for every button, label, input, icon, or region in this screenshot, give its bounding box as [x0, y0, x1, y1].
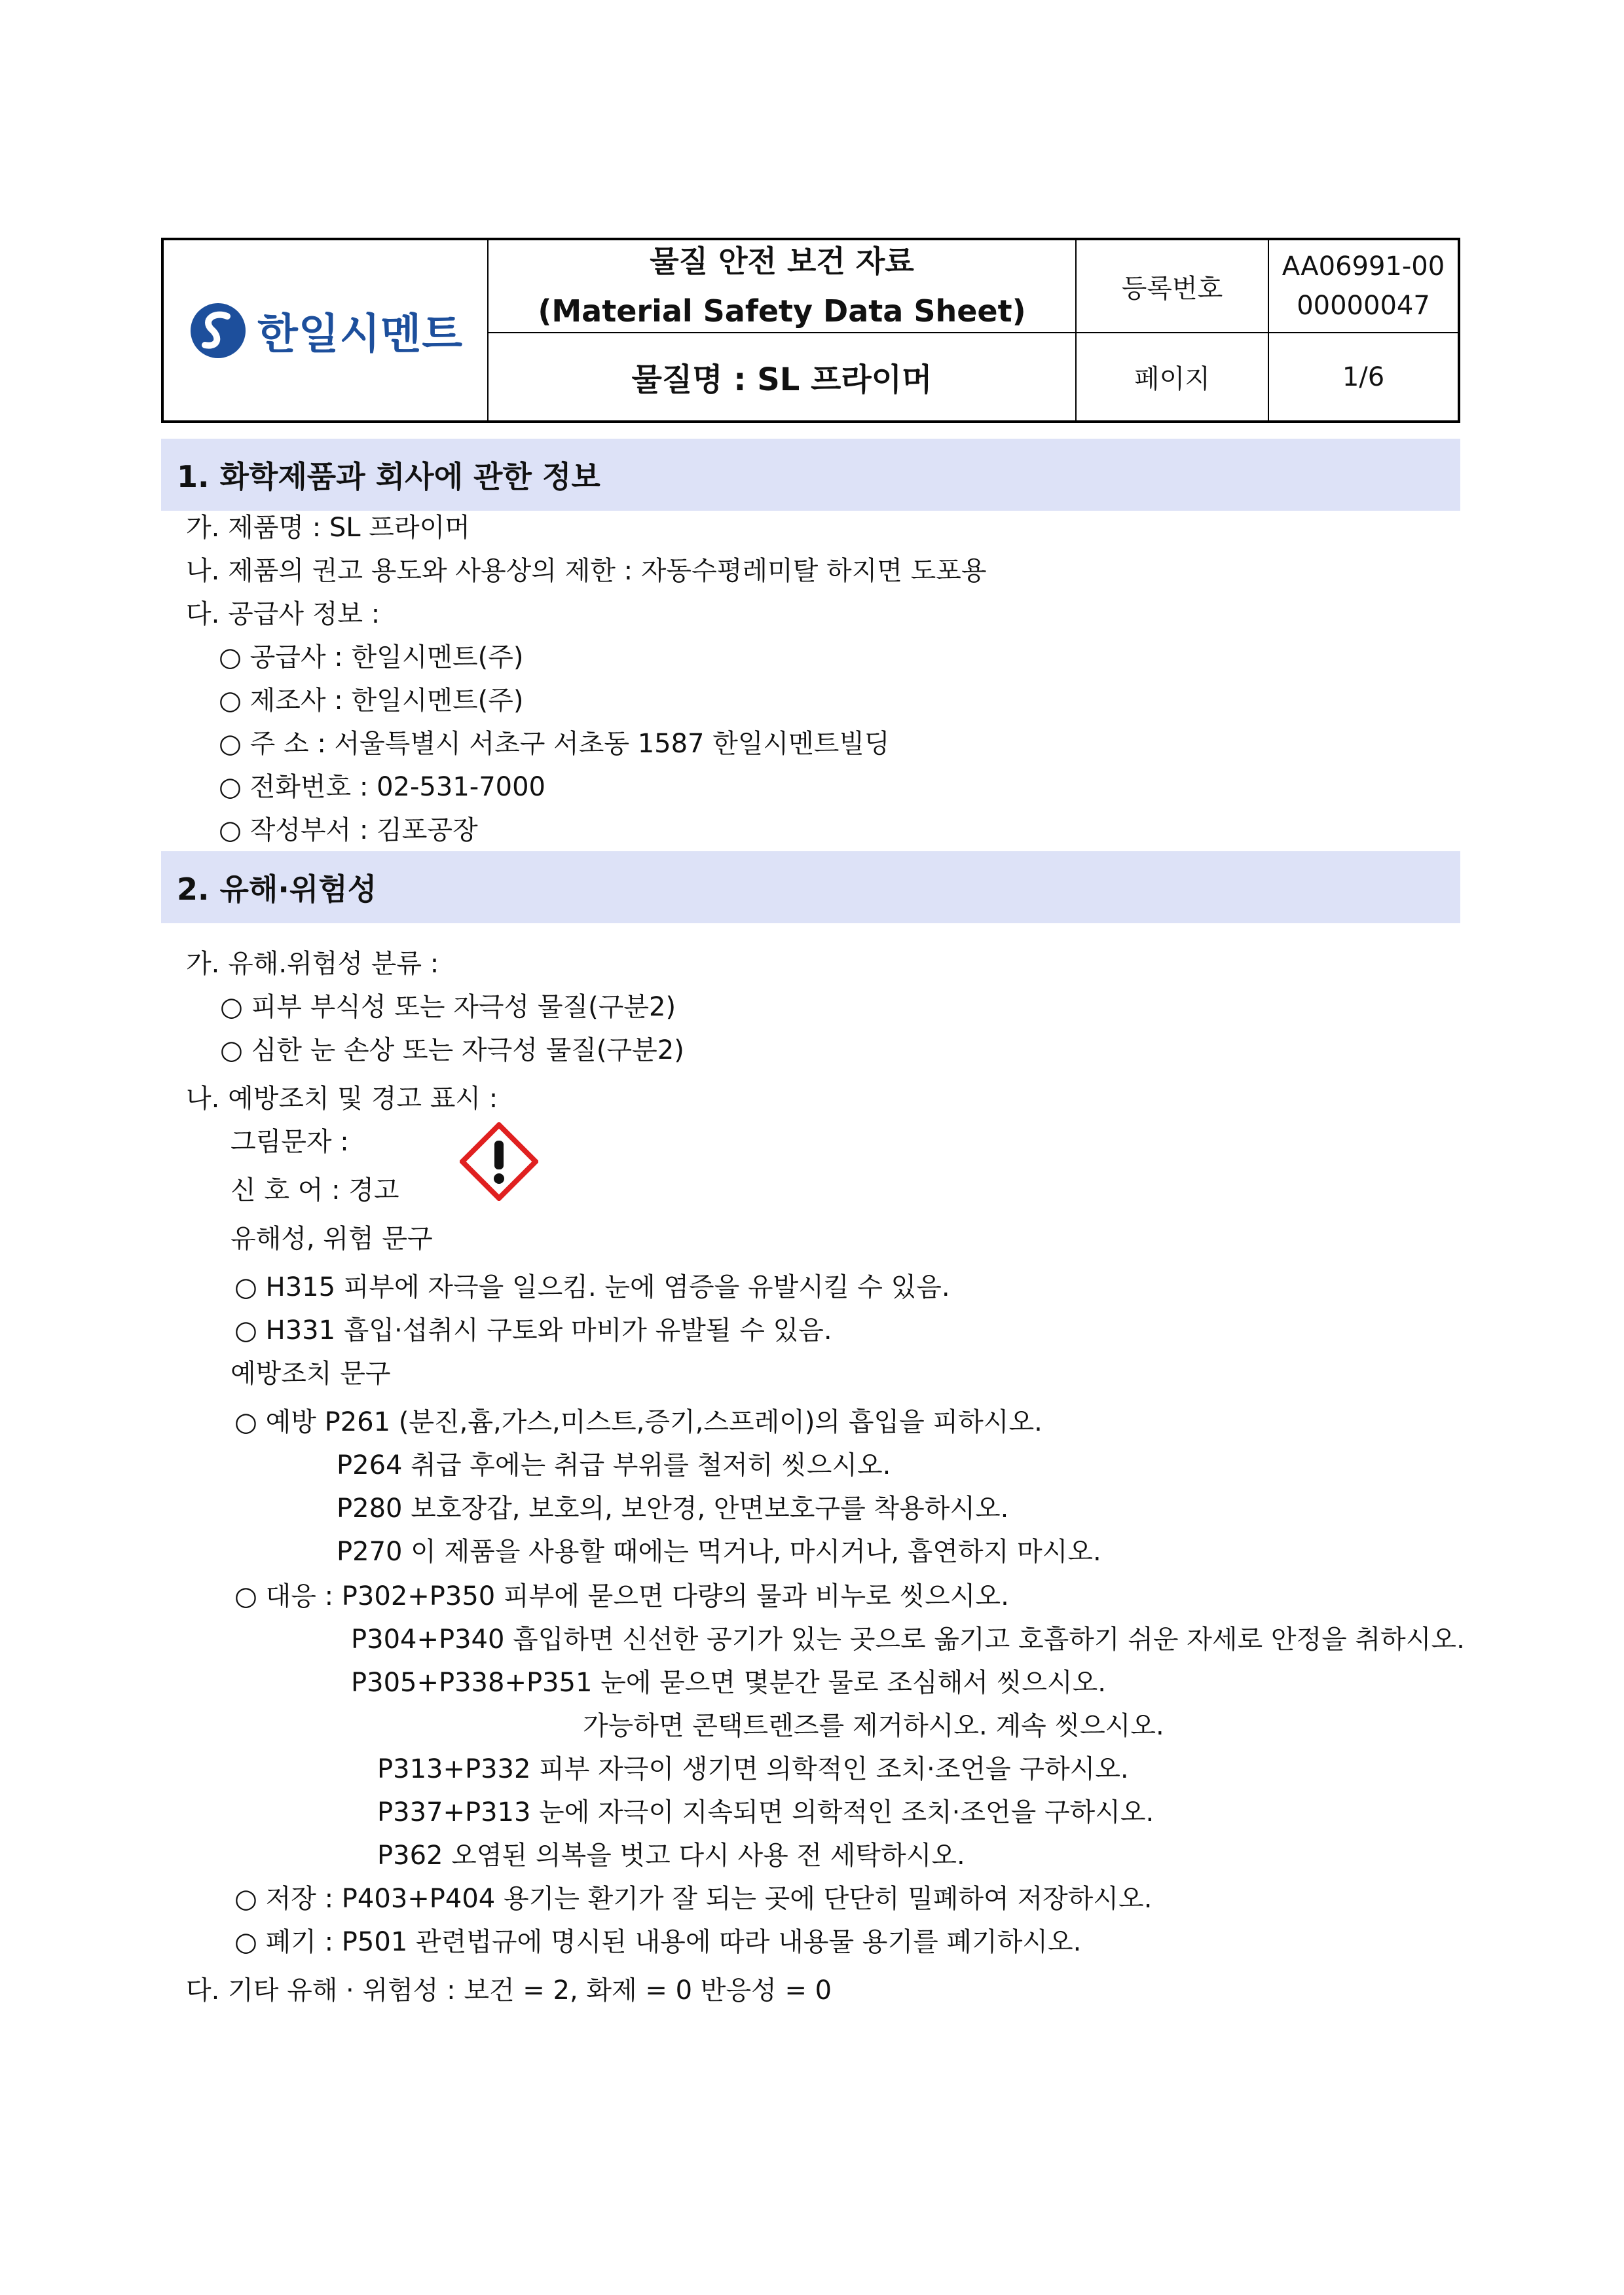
- product-name: 물질명 : SL 프라이머: [631, 361, 932, 398]
- registration-label: 등록번호: [1121, 273, 1223, 304]
- s2-line: ○ H315 피부에 자극을 일으킴. 눈에 염증을 유발시킬 수 있음.: [234, 1272, 950, 1302]
- s2-line: ○ H331 흡입·섭취시 구토와 마비가 유발될 수 있음.: [234, 1315, 832, 1346]
- s2-line: ○ 예방 P261 (분진,흄,가스,미스트,증기,스프레이)의 흡입을 피하시오.: [234, 1407, 1043, 1437]
- signal-word: 신 호 어 : 경고: [231, 1175, 399, 1205]
- section-2-heading: 2. 유해·위험성: [161, 851, 1460, 923]
- s2-line: P270 이 제품을 사용할 때에는 먹거나, 마시거나, 흡연하지 마시오.: [337, 1537, 1101, 1567]
- document-title: [489, 240, 1075, 332]
- s2-line: P280 보호장갑, 보호의, 보안경, 안면보호구를 착용하시오.: [337, 1494, 1009, 1524]
- s2-line: P264 취급 후에는 취급 부위를 철저히 씻으시오.: [337, 1450, 891, 1480]
- s2-line: ○ 대응 : P302+P350 피부에 묻으면 다량의 물과 비누로 씻으시오.: [234, 1581, 1009, 1611]
- s2-line: 유해성, 위험 문구: [231, 1224, 433, 1254]
- registration-number-line-1: AA06991-00: [1282, 251, 1445, 282]
- exclamation-hazard-icon: [460, 1122, 538, 1201]
- s2-line: 가. 유해.위험성 분류 :: [186, 949, 439, 979]
- s1-line: ○ 공급사 : 한일시멘트(주): [219, 642, 524, 672]
- s1-line: ○ 주 소 : 서울특별시 서초구 서초동 1587 한일시멘트빌딩: [219, 729, 890, 759]
- registration-number-line-2: 00000047: [1297, 291, 1430, 321]
- s1-line: ○ 전화번호 : 02-531-7000: [219, 772, 545, 802]
- s2-line: 예방조치 문구: [231, 1359, 391, 1389]
- s2-line: P313+P332 피부 자극이 생기면 의학적인 조치·조언을 구하시오.: [377, 1754, 1129, 1784]
- company-name: 한일시멘트: [257, 310, 464, 359]
- s2-line: ○ 피부 부식성 또는 자극성 물질(구분2): [220, 992, 676, 1022]
- page-label: 페이지: [1134, 364, 1210, 394]
- s2-line: 가능하면 콘택트렌즈를 제거하시오. 계속 씻으시오.: [583, 1711, 1164, 1741]
- page-number: 1/6: [1342, 361, 1385, 392]
- s1-line: ○ 제조사 : 한일시멘트(주): [219, 686, 524, 716]
- s2-line: 다. 기타 유해 · 위험성 : 보건 = 2, 화제 = 0 반응성 = 0: [186, 1975, 832, 2006]
- s1-line: ○ 작성부서 : 김포공장: [219, 815, 478, 845]
- s2-line: 나. 예방조치 및 경고 표시 :: [186, 1084, 498, 1114]
- s1-line: 가. 제품명 : SL 프라이머: [186, 513, 470, 543]
- title-english: (Material Safety Data Sheet): [538, 293, 1026, 329]
- s1-line: 다. 공급사 정보 :: [186, 599, 380, 629]
- s2-line: P304+P340 흡입하면 신선한 공기가 있는 곳으로 옮기고 호흡하기 쉬운 자세로 안정을 취하시오.: [351, 1625, 1465, 1655]
- company-logo: [164, 240, 487, 420]
- s2-line: P337+P313 눈에 자극이 지속되면 의학적인 조치·조언을 구하시오.: [377, 1797, 1154, 1827]
- s2-line: P362 오염된 의복을 벗고 다시 사용 전 세탁하시오.: [377, 1841, 965, 1871]
- header-table: [161, 238, 1460, 423]
- section-1-heading: 1. 화학제품과 회사에 관한 정보: [161, 439, 1460, 511]
- s2-line: P305+P338+P351 눈에 묻으면 몇분간 물로 조심해서 씻으시오.: [351, 1668, 1106, 1698]
- company-logo-icon: [188, 301, 248, 361]
- title-korean: 물질 안전 보건 자료: [650, 244, 914, 279]
- s1-line: 나. 제품의 권고 용도와 사용상의 제한 : 자동수평레미탈 하지면 도포용: [186, 556, 987, 586]
- registration-number: [1269, 240, 1458, 332]
- pictogram-label: 그림문자 :: [231, 1127, 349, 1157]
- s2-line: ○ 폐기 : P501 관련법규에 명시된 내용에 따라 내용물 용기를 폐기하시오.: [234, 1927, 1082, 1957]
- s2-line: ○ 심한 눈 손상 또는 자극성 물질(구분2): [220, 1035, 684, 1065]
- s2-line: ○ 저장 : P403+P404 용기는 환기가 잘 되는 곳에 단단히 밀폐하여 저장하시오.: [234, 1884, 1153, 1914]
